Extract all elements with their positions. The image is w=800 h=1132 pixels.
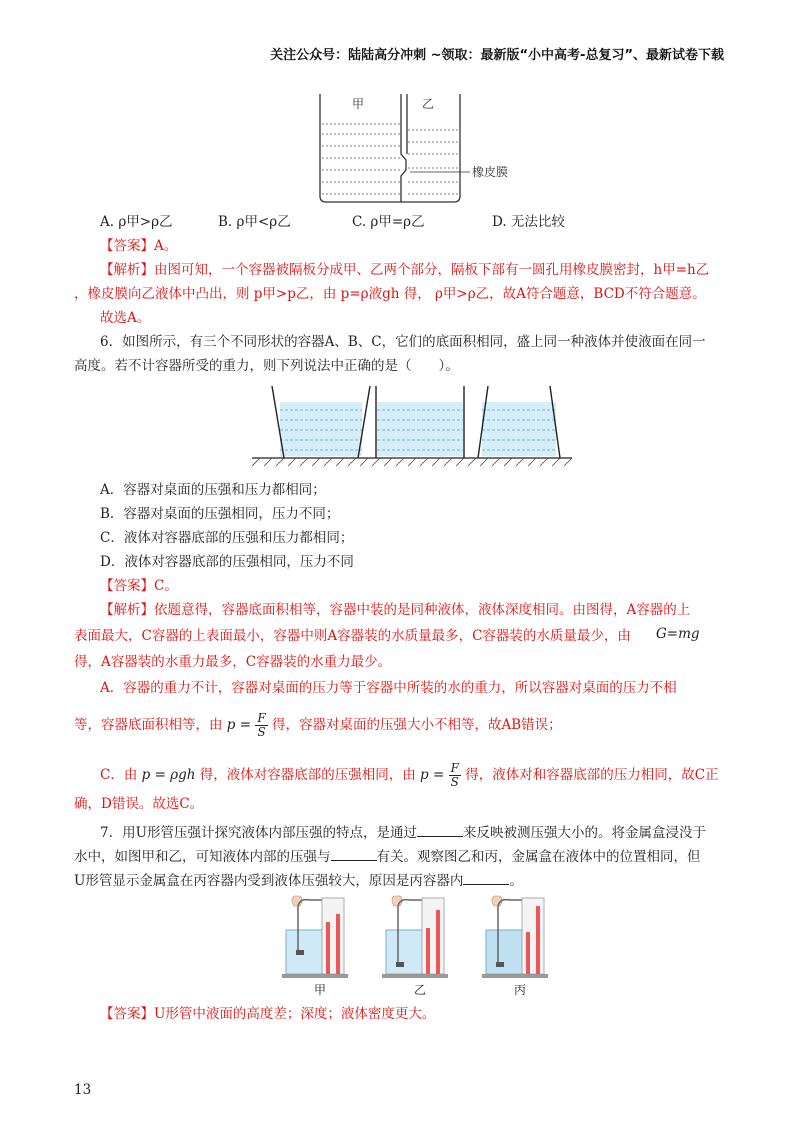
q6-option-c: C．液体对容器底部的压强和压力都相同； — [100, 530, 354, 546]
three-containers-figure — [252, 380, 572, 470]
frac-denominator: S — [257, 725, 266, 739]
label-membrane: 橡皮膜 — [472, 165, 509, 179]
formula-rho-gh: p = ρgh — [141, 767, 196, 783]
q7-stem-3b: 。 — [509, 873, 523, 889]
q6-stem-1: 6．如图所示，有三个不同形状的容器A、B、C，它们的底面积相同，盛上同一种液体并使液面在同一 — [100, 334, 706, 350]
q7-stem-3 — [74, 870, 523, 891]
q6-analysis-6b: 得，液体对容器底部的压强相同，由 — [199, 767, 416, 783]
q6-analysis-1: 【解析】依题意得，容器底面积相等，容器中装的是同种液体，液体深度相同。由图得，A容器的上 — [100, 602, 691, 618]
q6-option-d: D．液体对容器底部的压强相同，压力不同 — [100, 554, 354, 570]
q7-stem-1b: 来反映被测压强大小的。将金属盒浸没于 — [462, 825, 706, 841]
q6-answer: 【答案】C。 — [100, 578, 178, 594]
q6-analysis-6 — [100, 762, 719, 789]
q7-stem-1 — [100, 822, 706, 843]
q6-analysis-5 — [74, 712, 562, 739]
q7-answer: 【答案】U形管中液面的高度差；深度；液体密度更大。 — [100, 1006, 436, 1022]
q5-option-a: A. ρ甲>ρ乙 — [100, 214, 173, 230]
frac-denominator: S — [450, 775, 459, 789]
q5-option-d: D. 无法比较 — [492, 214, 565, 230]
q5-analysis-3: 故选A。 — [100, 310, 151, 326]
formula-p1: p = — [226, 717, 252, 733]
gauge-setup-bing — [482, 896, 548, 978]
formula-g-mg: G=mg — [656, 626, 700, 642]
q7-stem-2b: 有关。观察图乙和丙，金属盒在液体中的位置相同，但 — [376, 849, 701, 865]
q7-stem-3a: U形管显示金属盒在丙容器内受到液体压强较大，原因是丙容器内 — [74, 873, 464, 889]
q6-analysis-5b: 得，容器对桌面的压强大小不相等，故AB错误； — [271, 717, 562, 733]
pressure-gauge-figure — [270, 892, 570, 998]
q7-stem-2a: 水中，如图甲和乙，可知液体内部的压强与 — [74, 849, 331, 865]
fill-blank-3 — [463, 870, 509, 885]
q6-option-b: B．容器对桌面的压强相同，压力不同； — [100, 506, 340, 522]
q6-analysis-5a: 等，容器底面积相等，由 — [74, 717, 223, 733]
fraction-f-over-s-1 — [255, 712, 267, 739]
q5-analysis-2: ，橡皮膜向乙液体中凸出，则 p甲>p乙，由 p=ρ液gh 得， ρ甲>ρ乙，故A符合题意，BCD不符合题意。 — [74, 286, 706, 302]
q6-analysis-6a: C．由 — [100, 767, 138, 783]
q5-option-b: B. ρ甲<ρ乙 — [218, 214, 291, 230]
gauge-setup-jia — [282, 896, 348, 978]
q6-option-a: A．容器对桌面的压强和压力都相同； — [100, 482, 326, 498]
fraction-f-over-s-2 — [449, 762, 461, 789]
q5-analysis-1: 【解析】由图可知，一个容器被隔板分成甲、乙两个部分，隔板下部有一圆孔用橡皮膜密封，h甲=h乙 — [100, 262, 710, 278]
frac-numerator: F — [450, 761, 459, 775]
gauge-setup-yi — [382, 896, 448, 978]
page-number: 13 — [74, 1082, 92, 1098]
q7-stem-1a: 7．用U形管压强计探究液体内部压强的特点，是通过 — [100, 825, 417, 841]
q6-analysis-4: A．容器的重力不计，容器对桌面的压力等于容器中所装的水的重力，所以容器对桌面的压力不相 — [100, 680, 677, 696]
q7-stem-2 — [74, 846, 701, 867]
q6-analysis-6c: 得，液体对和容器底部的压力相同，故C正 — [465, 767, 719, 783]
q5-option-c: C. ρ甲=ρ乙 — [352, 214, 425, 230]
q6-analysis-3: 得，A容器装的水重力最多，C容器装的水重力最少。 — [74, 654, 392, 670]
formula-p2: p = — [420, 767, 445, 783]
fig-label-yi: 乙 — [414, 983, 427, 997]
fill-blank-2 — [331, 846, 377, 861]
page-header: 关注公众号：陆陆高分冲刺 ~领取：最新版“小中高考-总复习”、最新试卷下载 — [270, 48, 724, 63]
fill-blank-1 — [417, 822, 463, 837]
label-yi: 乙 — [422, 97, 435, 111]
label-jia: 甲 — [352, 97, 365, 111]
q5-answer: 【答案】A。 — [100, 238, 178, 254]
fig-label-jia: 甲 — [314, 983, 327, 997]
q6-analysis-7: 确，D错误。故选C。 — [74, 796, 204, 812]
frac-numerator: F — [257, 711, 266, 725]
partition-container-figure — [310, 90, 530, 208]
fig-label-bing: 丙 — [514, 983, 527, 997]
q6-analysis-2: 表面最大，C容器的上表面最小，容器中则A容器装的水质量最多，C容器装的水质量最少，由 — [74, 628, 631, 644]
q6-stem-2: 高度。若不计容器所受的重力，则下列说法中正确的是（ ）。 — [74, 358, 459, 374]
